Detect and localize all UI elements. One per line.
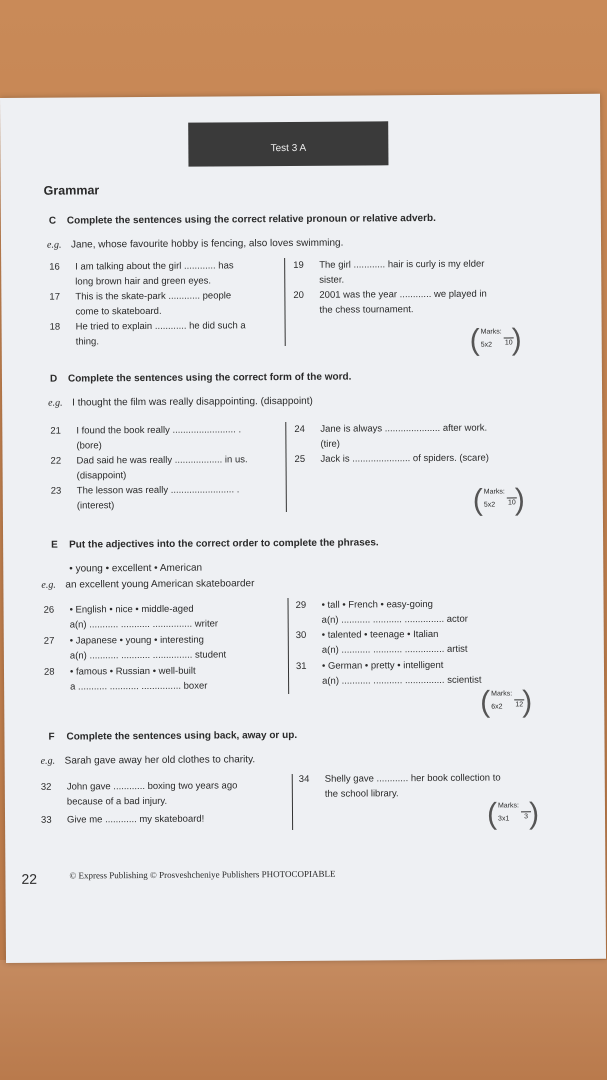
section-d-example: e.g. I thought the film was really disappointing. (disappoint) <box>48 395 313 409</box>
marks-box-e: ( ) Marks: 6x2 12 <box>480 685 533 719</box>
question-30: 30 • talented • teenage • Italian a(n) ........... ........... ............... artist <box>295 628 468 656</box>
question-23: 23 The lesson was really ........................ . (interest) <box>50 484 240 512</box>
question-27: 27 • Japanese • young • interesting a(n) ........... ........... ............... student <box>43 634 227 662</box>
question-22: 22 Dad said he was really .................. in us. (disappoint) <box>50 454 248 482</box>
question-28: 28 • famous • Russian • well-built a ........... ........... ............... boxer <box>43 665 208 693</box>
column-divider <box>285 422 287 512</box>
section-c-title: C Complete the sentences using the correct relative pronoun or relative adverb. <box>48 212 436 227</box>
question-18: 18 He tried to explain ............ he did such a thing. <box>49 320 246 348</box>
question-20: 20 2001 was the year ............ we played in the chess tournament. <box>293 288 487 316</box>
table-surface <box>0 960 607 1080</box>
section-e-example: e.g. an excellent young American skateboarder <box>41 578 255 591</box>
column-divider <box>287 598 289 694</box>
question-33: 33 Give me ............ my skateboard! <box>41 813 205 826</box>
copyright-notice: © Express Publishing © Prosveshcheniye Publishers PHOTOCOPIABLE <box>69 868 336 881</box>
question-16: 16 I am talking about the girl ............ has long brown hair and green eyes. <box>49 260 234 288</box>
marks-box-d: ( ) Marks: 5x2 10 <box>472 483 525 517</box>
section-d-title: D Complete the sentences using the correct form of the word. <box>49 371 352 385</box>
question-25: 25 Jack is ...................... of spiders. (scare) <box>294 452 489 465</box>
question-34: 34 Shelly gave ............ her book collection to the school library. <box>298 772 501 800</box>
question-29: 29 • tall • French • easy-going a(n) ........... ........... ............... actor <box>295 598 468 626</box>
section-f-example: e.g. Sarah gave away her old clothes to charity. <box>40 754 256 767</box>
test-title-banner <box>188 121 388 166</box>
question-17: 17 This is the skate-park ............ people come to skateboard. <box>49 290 232 318</box>
marks-box-c: ( ) Marks: 5x2 10 <box>469 323 522 357</box>
column-divider <box>292 774 293 830</box>
question-19: 19 The girl ............ hair is curly is my elder sister. <box>293 258 485 286</box>
grammar-heading: Grammar <box>43 183 100 198</box>
test-title: Test 3 A <box>270 142 307 155</box>
section-e-word-bank: • young • excellent • American <box>69 562 203 575</box>
marks-box-f: ( ) Marks: 3x1 3 <box>486 797 540 831</box>
question-21: 21 I found the book really ........................ . (bore) <box>50 424 242 452</box>
question-26: 26 • English • nice • middle-aged a(n) ........... ........... ............... writer <box>43 603 219 631</box>
section-e-title: E Put the adjectives into the correct order to complete the phrases. <box>51 537 379 551</box>
question-32: 32 John gave ............ boxing two years ago because of a bad injury. <box>40 780 238 808</box>
question-31: 31 • German • pretty • intelligent a(n) ........... ........... ............... scientist <box>295 659 482 687</box>
column-divider <box>284 258 286 346</box>
section-f-title: F Complete the sentences using back, away or up. <box>48 729 298 743</box>
question-24: 24 Jane is always ..................... after work. (tire) <box>294 422 488 450</box>
section-c-example: e.g. Jane, whose favourite hobby is fencing, also loves swimming. <box>46 237 344 251</box>
page-number: 22 <box>21 870 38 887</box>
worksheet-page <box>0 94 606 963</box>
